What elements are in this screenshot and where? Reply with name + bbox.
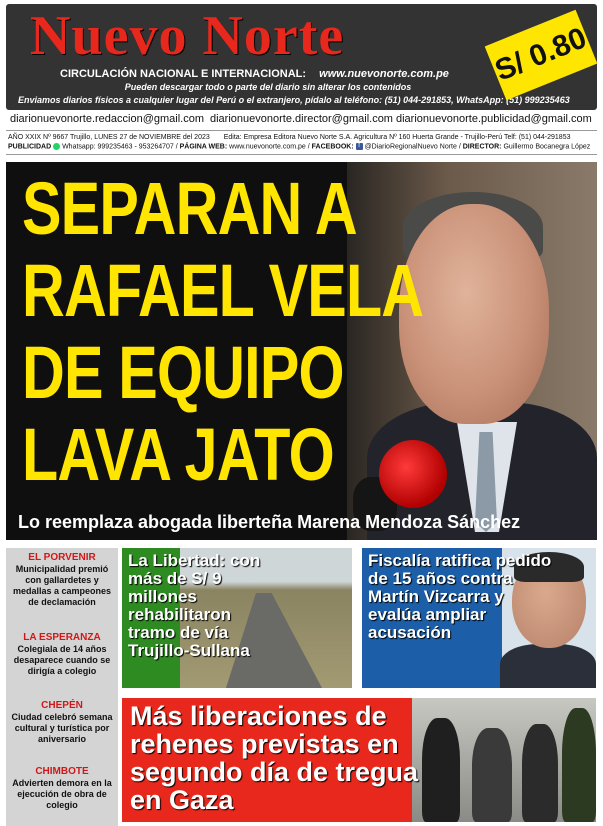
- edition-text: AÑO XXIX Nº 9667 Trujillo, LUNES 27 de NOVIEMBRE del 2023: [8, 134, 210, 141]
- director-value: Guillermo Bocanegra López: [503, 143, 591, 151]
- brief-text[interactable]: Colegiala de 14 años desaparece cuando se dirigía a colegio: [13, 644, 111, 676]
- edition-info: [8, 134, 571, 141]
- photo-figure: [472, 728, 512, 822]
- headline-line: SEPARAN A: [22, 167, 357, 250]
- email-publicidad[interactable]: diarionuevonorte.publicidad@gmail.com: [396, 113, 592, 125]
- story-headline: Más liberaciones de rehenes previstas en segundo día de tregua en Gaza: [130, 701, 419, 815]
- brief-section: CHIMBOTE: [35, 766, 89, 777]
- director-label: DIRECTOR:: [462, 143, 502, 151]
- lead-headline: [22, 168, 423, 496]
- website-link[interactable]: www.nuevonorte.com.pe: [319, 68, 449, 80]
- photo-suit: [500, 644, 596, 688]
- facebook-icon: f: [356, 143, 363, 150]
- brief-text[interactable]: Ciudad celebró semana cultural y turística por aniversario: [11, 712, 113, 744]
- divider: [6, 130, 597, 131]
- brief-section: CHEPÉN: [41, 700, 83, 711]
- contact-info: PUBLICIDAD Whatsapp: 999235463 - 953264707 / PÁGINA WEB: www.nuevonorte.com.pe / FACEBOOK: f @DiarioRegionalNuevo Norte / DIRECTOR: Guillermo Bocanegra López: [8, 143, 591, 151]
- story-headline: Fiscalía ratifica pedido de 15 años contra Martín Vizcarra y evalúa ampliar acusación: [368, 551, 552, 642]
- shipping-note: Enviamos diarios físicos a cualquier lugar del Perú o el extranjero, pídalo al teléfono: (51) 044-291853, WhatsApp: (51) 999235463: [18, 95, 570, 105]
- story-vizcarra[interactable]: [362, 548, 596, 688]
- brief-section: LA ESPERANZA: [23, 632, 101, 643]
- circulation-line: [60, 68, 449, 80]
- lead-story[interactable]: [6, 162, 597, 540]
- brief-text[interactable]: Advierten demora en la ejecución de obra de colegio: [12, 778, 112, 810]
- brief-text[interactable]: Municipalidad premió con gallardetes y medallas a campeones de declamación: [12, 564, 112, 607]
- whatsapp-icon: [53, 143, 60, 150]
- publisher-text: Edita: Empresa Editora Nuevo Norte S.A. Agricultura Nº 160 Huerta Grande - Trujillo-Perú Telf: (51) 044-291853: [223, 134, 571, 141]
- divider: [6, 154, 597, 155]
- email-director[interactable]: diarionuevonorte.director@gmail.com: [210, 113, 393, 125]
- price-text: S/ 0.80: [490, 21, 592, 88]
- headline-line: RAFAEL VELA: [22, 249, 424, 332]
- briefs-column: [6, 548, 118, 826]
- story-highway[interactable]: [122, 548, 352, 688]
- photo-figure: [522, 724, 558, 822]
- facebook-value[interactable]: @DiarioRegionalNuevo Norte: [364, 143, 457, 151]
- web-label: PÁGINA WEB:: [179, 143, 228, 151]
- story-headline: La Libertad: con más de S/ 9 millones rehabilitaron tramo de vía Trujillo-Sullana: [128, 551, 261, 660]
- facebook-label: FACEBOOK:: [311, 143, 354, 151]
- email-redaccion[interactable]: diarionuevonorte.redaccion@gmail.com: [10, 113, 204, 125]
- headline-line: DE EQUIPO: [22, 331, 344, 414]
- photo-figure: [562, 708, 596, 822]
- web-value[interactable]: www.nuevonorte.com.pe: [229, 143, 306, 151]
- story-gaza[interactable]: [122, 698, 596, 822]
- publicidad-value: Whatsapp: 999235463 - 953264707: [62, 143, 174, 151]
- newspaper-logo: Nuevo Norte: [30, 5, 345, 67]
- headline-line: LAVA JATO: [22, 413, 334, 496]
- download-note: Pueden descargar todo o parte del diario sin alterar los contenidos: [124, 82, 412, 92]
- brief-section: EL PORVENIR: [28, 552, 96, 563]
- circulation-text: CIRCULACIÓN NACIONAL E INTERNACIONAL:: [60, 68, 307, 80]
- lead-subheadline: Lo reemplaza abogada liberteña Marena Mendoza Sánchez: [18, 512, 521, 532]
- publicidad-label: PUBLICIDAD: [8, 143, 52, 151]
